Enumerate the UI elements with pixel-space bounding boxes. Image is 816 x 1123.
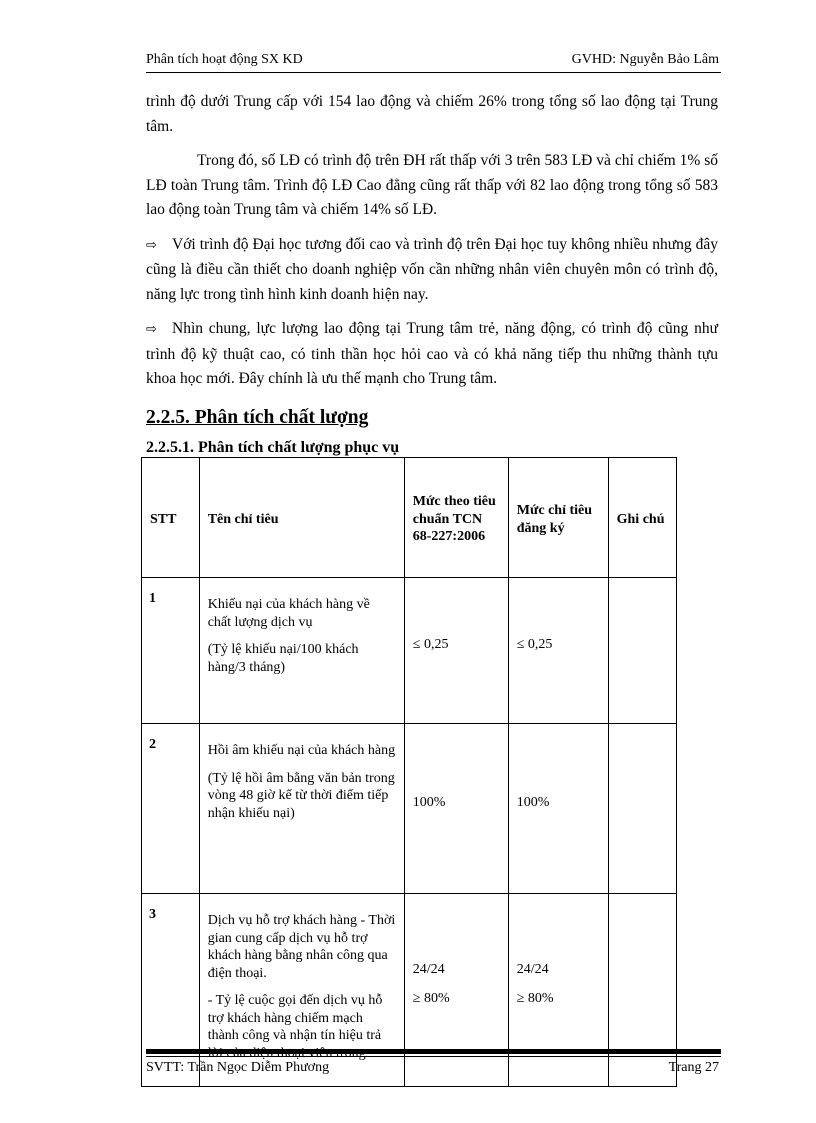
row-registered-value: ≤ 0,25 (516, 636, 553, 652)
row-name-line: Dịch vụ hỗ trợ khách hàng - Thời gian cung cấp dịch vụ hỗ trợ khách hàng bằng nhân công qua điện thoại. (207, 913, 396, 981)
row-note (608, 578, 676, 724)
page-header (146, 50, 721, 73)
row-stt: 3 (142, 894, 200, 1087)
row-registered-value: 100% (516, 794, 550, 810)
paragraph-4-text: Nhìn chung, lực lượng lao động tại Trung tâm trẻ, năng động, có trình độ cũng như trình độ kỹ thuật cao, có tinh thần học hỏi cao và có khả năng tiếp thu những thành tựu khoa học mới. Đây chính là ưu thế mạnh cho Trung tâm. (146, 320, 718, 387)
table-row (142, 578, 677, 724)
subsection-heading: 2.2.5.1. Phân tích chất lượng phục vụ (146, 439, 400, 456)
row-standard (404, 724, 508, 894)
row-note (608, 724, 676, 894)
row-name-line: Khiếu nại của khách hàng về chất lượng dịch vụ (207, 597, 370, 630)
footer-rule-thick (146, 1049, 721, 1054)
table-row (142, 894, 677, 1087)
row-stt: 2 (142, 724, 200, 894)
row-name-line: (Tỷ lệ hồi âm bằng văn bản trong vòng 48 giờ kể từ thời điểm tiếp nhận khiếu nại) (207, 770, 395, 821)
paragraph-2: Trong đó, số LĐ có trình độ trên ĐH rất thấp với 3 trên 583 LĐ và chỉ chiếm 1% số LĐ toàn Trung tâm. Trình độ LĐ Cao đẳng cũng rất thấp với 82 lao động trong tổng số 583 lao động toàn Trung tâm và chiếm 14% số LĐ. (146, 152, 718, 218)
paragraph-1: trình độ dưới Trung cấp với 154 lao động và chiếm 26% trong tổng số lao động tại Trung tâm. (146, 93, 718, 135)
header-registered: Mức chỉ tiêu đăng ký (508, 458, 608, 578)
header-standard: Mức theo tiêu chuẩn TCN 68-227:2006 (404, 458, 508, 578)
header-stt: STT (142, 458, 200, 578)
section-heading: 2.2.5. Phân tích chất lượng (146, 406, 369, 428)
footer-rule-thin (146, 1056, 721, 1057)
header-course-title: Phân tích hoạt động SX KD (146, 52, 303, 67)
paragraph-3-text: Với trình độ Đại học tương đối cao và trình độ trên Đại học tuy không nhiều nhưng đây cũng là điều cần thiết cho doanh nghiệp vốn cần những nhân viên chuyên môn có trình độ, năng lực trong tình hình kinh doanh hiện nay. (146, 235, 718, 303)
arrow-right-icon: ⇨ (146, 237, 157, 253)
row-standard-value: 24/24 (412, 961, 445, 977)
row-stt: 1 (142, 578, 200, 724)
header-note: Ghi chú (608, 458, 676, 578)
table-row (142, 724, 677, 894)
paragraph-4 (146, 317, 718, 392)
paragraph-3 (146, 233, 718, 308)
footer-student: SVTT: Trần Ngọc Diễm Phương (146, 1060, 330, 1075)
row-name-line: (Tỷ lệ khiếu nại/100 khách hàng/3 tháng) (207, 642, 359, 675)
footer-page-number: Trang 27 (668, 1060, 719, 1075)
row-registered-value: ≥ 80% (516, 991, 554, 1006)
row-name (199, 894, 404, 1087)
header-name: Tên chỉ tiêu (199, 458, 404, 578)
row-registered (508, 578, 608, 724)
quality-table (141, 457, 677, 1087)
row-registered-value: 24/24 (516, 961, 549, 977)
row-name (199, 724, 404, 894)
header-advisor: GVHD: Nguyễn Bảo Lâm (571, 52, 719, 67)
row-note (608, 894, 676, 1087)
row-name-line: Hồi âm khiếu nại của khách hàng (207, 743, 396, 758)
row-registered (508, 894, 608, 1087)
row-registered (508, 724, 608, 894)
row-standard-value: ≥ 80% (412, 991, 450, 1006)
row-name-line: - Tỷ lệ cuộc gọi đến dịch vụ hỗ trợ khách hàng chiếm mạch thành công và nhận tín hiệu trả (207, 993, 383, 1043)
row-standard (404, 894, 508, 1087)
row-standard (404, 578, 508, 724)
row-standard-value: ≤ 0,25 (412, 636, 449, 652)
table-header-row (142, 458, 677, 578)
body-text (146, 90, 718, 461)
row-standard-value: 100% (412, 794, 446, 810)
row-name (199, 578, 404, 724)
arrow-right-icon: ⇨ (146, 322, 157, 337)
